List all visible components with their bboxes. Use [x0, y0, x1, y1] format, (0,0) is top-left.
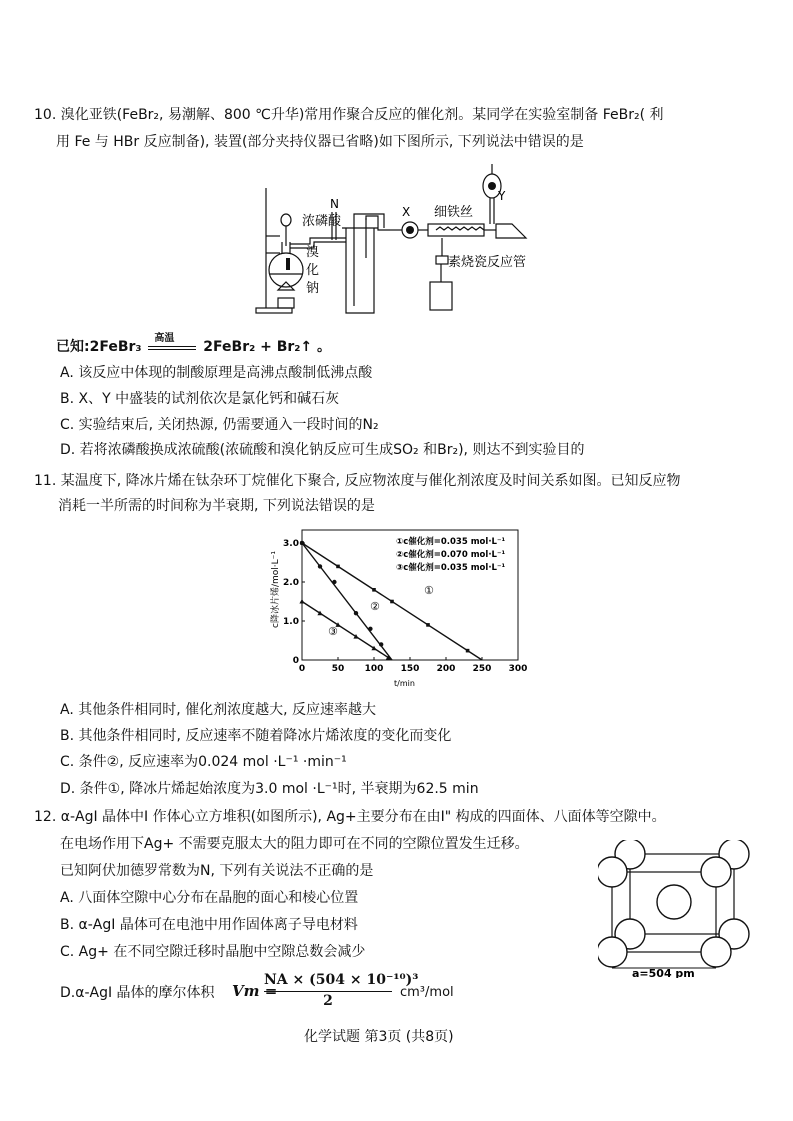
x-tick-label: 150 [400, 664, 420, 674]
y-tick-label: 3.0 [283, 539, 299, 549]
q12-option-a: A. 八面体空隙中心分布在晶胞的面心和棱心位置 [60, 890, 359, 906]
q10-option-b: B. X、Y 中盛装的试剂依次是氯化钙和碱石灰 [60, 391, 340, 407]
lattice-parameter-label: a=504 pm [632, 967, 695, 978]
label-Y: Y [498, 189, 506, 203]
q11-stem-line1: 11. 某温度下, 降冰片烯在钛杂环丁烷催化下聚合, 反应物浓度与催化剂浓度及时间关系如图。已知反应物 [34, 473, 681, 489]
formula-denominator: 2 [323, 993, 333, 1009]
molar-volume-symbol: Vm = [232, 982, 278, 1000]
x-tick-label: 250 [472, 664, 492, 674]
series-1-point [390, 600, 394, 604]
series-2-point [368, 627, 372, 631]
series-2-point [332, 580, 336, 584]
x-axis-label: t/min [394, 679, 415, 688]
series-1-point [336, 565, 340, 569]
q12-stem-line2: 在电场作用下Ag+ 不需要克服太大的阻力即可在不同的空隙位置发生迁移。 [60, 836, 529, 852]
equation-reactant: 已知:2FeBr₃ [56, 339, 142, 355]
q11-option-b: B. 其他条件相同时, 反应速率不随着降冰片烯浓度的变化而变化 [60, 728, 452, 744]
label-X: X [402, 205, 411, 219]
bcc-unit-cell-diagram [598, 840, 754, 978]
curve-label-2: ② [370, 600, 380, 613]
concentration-time-chart [266, 528, 536, 690]
legend-entry-2: ②c催化剂=0.070 mol·L⁻¹ [396, 550, 506, 560]
label-nabr-2: 化 [306, 263, 320, 278]
y-tick-label: 1.0 [283, 617, 299, 627]
formula-numerator: NA × (504 × 10⁻¹⁰)³ [264, 972, 419, 988]
legend-entry-1: ①c催化剂=0.035 mol·L⁻¹ [396, 537, 506, 547]
legend-entry-3: ③c催化剂=0.035 mol·L⁻¹ [396, 563, 506, 573]
series-3-point [299, 599, 304, 604]
q10-apparatus-diagram [250, 158, 550, 320]
q10-option-c: C. 实验结束后, 关闭热源, 仍需要通入一段时间的N₂ [60, 417, 379, 433]
label-iron-wire: 细铁丝 [434, 205, 474, 220]
y-tick-label: 2.0 [283, 578, 299, 588]
x-tick-label: 0 [298, 664, 306, 674]
series-2-point [300, 541, 304, 545]
y-axis-label: c降冰片烯/mol·L⁻¹ [271, 551, 281, 628]
q10-option-d: D. 若将浓磷酸换成浓硫酸(浓硫酸和溴化钠反应可生成SO₂ 和Br₂), 则达不到实验目的 [60, 442, 585, 458]
q12-option-c: C. Ag+ 在不同空隙迁移时晶胞中空隙总数会减少 [60, 944, 366, 960]
label-nabr-3: 钠 [306, 281, 320, 296]
equation-arrow [146, 333, 198, 356]
q12-option-b: B. α-AgI 晶体可在电池中用作固体离子导电材料 [60, 917, 358, 933]
q12-stem-line1: 12. α-AgI 晶体中I 作体心立方堆积(如图所示), Ag+主要分布在由I" 构成的四面体、八面体等空隙中。 [34, 809, 666, 825]
series-1-point [372, 588, 376, 592]
series-2-point [318, 564, 322, 568]
q10-known-equation [56, 333, 332, 356]
series-1-point [426, 623, 430, 627]
label-nabr-1: 溴 [306, 245, 320, 260]
page-footer: 化学试题 第3页 (共8页) [304, 1029, 454, 1045]
label-porcelain-tube: 素烧瓷反应管 [448, 255, 527, 270]
q12-stem-line3: 已知阿伏加德罗常数为N, 下列有关说法不正确的是 [60, 863, 374, 879]
x-tick-label: 200 [436, 664, 456, 674]
q10-stem-line2: 用 Fe 与 HBr 反应制备), 装置(部分夹持仪器已省略)如下图所示, 下列说法中错误的是 [56, 134, 584, 150]
y-tick-label: 0 [292, 656, 299, 666]
q12-option-d-text: D.α-AgI 晶体的摩尔体积 [60, 985, 215, 1001]
q10-stem-line1: 10. 溴化亚铁(FeBr₂, 易潮解、800 ℃升华)常用作聚合反应的催化剂。某同学在实验室制备 FeBr₂( 利 [34, 107, 664, 123]
q11-stem-line2: 消耗一半所需的时间称为半衰期, 下列说法错误的是 [58, 498, 375, 514]
equation-condition: 高温 [154, 333, 175, 344]
formula-unit: cm³/mol [400, 985, 454, 1000]
x-tick-label: 100 [364, 664, 384, 674]
equation-product: 2FeBr₂ + Br₂↑ 。 [203, 339, 332, 355]
x-tick-label: 50 [331, 664, 345, 674]
x-tick-label: 300 [508, 664, 528, 674]
series-2-point [379, 642, 383, 646]
curve-label-3: ③ [328, 625, 338, 638]
label-N: N [330, 197, 339, 211]
q10-option-a: A. 该反应中体现的制酸原理是高沸点酸制低沸点酸 [60, 365, 373, 381]
q11-option-d: D. 条件①, 降冰片烯起始浓度为3.0 mol ·L⁻¹时, 半衰期为62.5 min [60, 781, 479, 797]
label-concentrated-phosphoric-acid: 浓磷酸 [302, 214, 342, 229]
fraction-bar [264, 991, 392, 992]
series-1-point [466, 649, 470, 653]
q11-option-a: A. 其他条件相同时, 催化剂浓度越大, 反应速率越大 [60, 702, 377, 718]
curve-label-1: ① [424, 584, 434, 597]
series-2-point [354, 611, 358, 615]
q11-option-c: C. 条件②, 反应速率为0.024 mol ·L⁻¹ ·min⁻¹ [60, 754, 347, 770]
